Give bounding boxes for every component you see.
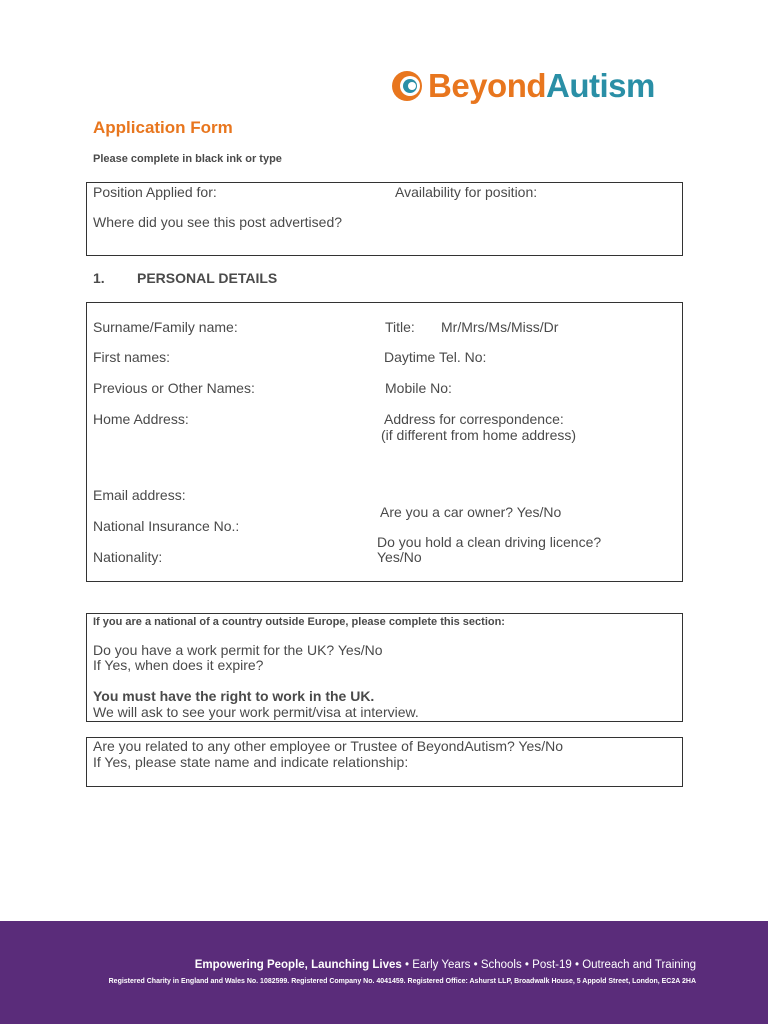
daytime-tel-label: Daytime Tel. No:: [384, 349, 487, 365]
beyondautism-logo: [390, 66, 655, 106]
work-permit-intro: If you are a national of a country outside Europe, please complete this section:: [93, 616, 505, 628]
position-applied-label: Position Applied for:: [93, 184, 217, 200]
footer-tagline: [195, 959, 696, 971]
where-advertised-label: Where did you see this post advertised?: [93, 214, 343, 230]
related-question: Are you related to any other employee or Trustee of BeyondAutism? Yes/No: [93, 738, 564, 754]
surname-label: Surname/Family name:: [93, 319, 238, 335]
logo-swirl-icon: [390, 69, 424, 103]
driving-licence-label: Do you hold a clean driving licence?: [377, 534, 602, 550]
driving-licence-answer: Yes/No: [377, 549, 422, 565]
car-owner-label: Are you a car owner? Yes/No: [380, 504, 562, 520]
availability-label: Availability for position:: [395, 184, 538, 200]
footer-tagline-bold: Empowering People, Launching Lives: [194, 959, 402, 971]
footer-band: [0, 921, 768, 1024]
title-label: Title:: [385, 319, 415, 335]
visa-check-note: We will ask to see your work permit/visa at interview.: [93, 704, 419, 720]
previous-names-label: Previous or Other Names:: [93, 380, 255, 396]
section-number: 1.: [93, 270, 105, 286]
related-instruction: If Yes, please state name and indicate relationship:: [93, 754, 409, 770]
work-permit-expiry: If Yes, when does it expire?: [93, 657, 264, 673]
email-label: Email address:: [93, 487, 186, 503]
nationality-label: Nationality:: [93, 549, 163, 565]
footer-registration: Registered Charity in England and Wales No. 1082599. Registered Company No. 4041459. Registered Office: Ashurst LLP, Broadwalk House, 5 Appold Street, London, EC2A 2HA: [108, 978, 696, 985]
first-names-label: First names:: [93, 349, 171, 365]
logo-text-beyond: Beyond: [428, 67, 547, 104]
right-to-work-notice: You must have the right to work in the UK.: [93, 688, 375, 704]
ni-number-label: National Insurance No.:: [93, 518, 240, 534]
mobile-label: Mobile No:: [385, 380, 452, 396]
section-heading-personal-details: [93, 270, 277, 286]
page-title: Application Form: [93, 118, 233, 137]
correspondence-address-note: (if different from home address): [381, 427, 577, 443]
footer-tagline-services: • Early Years • Schools • Post-19 • Outreach and Training: [401, 959, 696, 971]
correspondence-address-label: Address for correspondence:: [384, 411, 564, 427]
page-instructions: Please complete in black ink or type: [93, 153, 282, 165]
section-title: PERSONAL DETAILS: [137, 270, 278, 286]
title-options: Mr/Mrs/Ms/Miss/Dr: [441, 319, 559, 335]
work-permit-question: Do you have a work permit for the UK? Yes/No: [93, 642, 383, 658]
home-address-label: Home Address:: [93, 411, 189, 427]
logo-text-autism: Autism: [546, 67, 655, 104]
